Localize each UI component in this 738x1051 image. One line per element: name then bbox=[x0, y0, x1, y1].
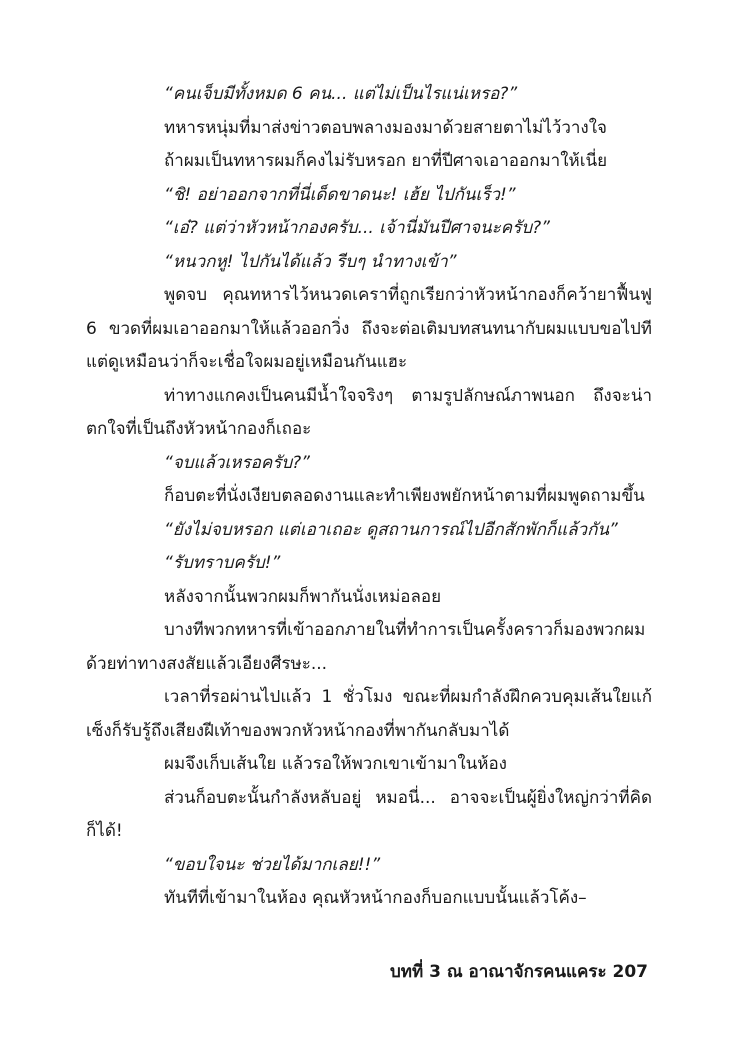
paragraph: ก็อบตะที่นั่งเงียบตลอดงานและทำเพียงพยักหน้าตามที่ผมพูดถามขึ้น bbox=[164, 486, 645, 506]
paragraph: “ยังไม่จบหรอก แต่เอาเถอะ ดูสถานการณ์ไปอีกสักพักก็แล้วกัน” bbox=[164, 519, 618, 540]
paragraph: ทันทีที่เข้ามาในห้อง คุณหัวหน้ากองก็บอกแบบนั้นแล้วโค้ง– bbox=[164, 888, 587, 908]
paragraph: “คนเจ็บมีทั้งหมด 6 คน... แต่ไม่เป็นไรแน่เหรอ?” bbox=[164, 84, 518, 104]
paragraph: ถ้าผมเป็นทหารผมก็คงไม่รับหรอก ยาที่ปีศาจเอาออกมาให้เนี่ย bbox=[164, 151, 608, 171]
page-footer: บทที่ 3 ณ อาณาจักรคนแคระ 207 bbox=[389, 962, 648, 982]
paragraph: “หนวกหู! ไปกันได้แล้ว รีบๆ นำทางเข้า” bbox=[164, 251, 457, 272]
paragraph: เวลาที่รอผ่านไปแล้ว 1 ชั่วโมง ขณะที่ผมกำลังฝึกควบคุมเส้นใยแก้เซ็งก็รับรู้ถึงเสียงฝีเท้าของพวกหัวหน้ากองที่พากันกลับมาได้ bbox=[86, 687, 652, 741]
paragraph: ทหารหนุ่มที่มาส่งข่าวตอบพลางมองมาด้วยสายตาไม่ไว้วางใจ bbox=[164, 117, 607, 138]
paragraph: ส่วนก็อบตะนั้นกำลังหลับอยู่ หมอนี่... อาจจะเป็นผู้ยิ่งใหญ่กว่าที่คิดก็ได้! bbox=[86, 787, 652, 841]
paragraph: “เอ๋? แต่ว่าหัวหน้ากองครับ... เจ้านี่มันปีศาจนะครับ?” bbox=[164, 218, 550, 238]
paragraph: ผมจึงเก็บเส้นใย แล้วรอให้พวกเขาเข้ามาในห้อง bbox=[164, 754, 507, 774]
paragraph: บางทีพวกทหารที่เข้าออกภายในที่ทำการเป็นครั้งคราวก็มองพวกผมด้วยท่าทางสงสัยแล้วเอียงศีรษะ... bbox=[86, 620, 646, 674]
paragraph: “ขอบใจนะ ช่วยได้มากเลย!!” bbox=[164, 854, 381, 875]
paragraph: “รับทราบครับ!” bbox=[164, 553, 281, 573]
paragraph: หลังจากนั้นพวกผมก็พากันนั่งเหม่อลอย bbox=[164, 586, 442, 607]
paragraph: พูดจบ คุณทหารไว้หนวดเคราที่ถูกเรียกว่าหัวหน้ากองก็คว้ายาฟื้นฟู 6 ขวดที่ผมเอาออกมาให้แล้วออกวิ่ง ถึงจะต่อเติมบทสนทนากับผมแบบขอไปที แต่ดูเหมือนว่าก็จะเชื่อใจผมอยู่เหมือนกันแฮะ bbox=[86, 285, 652, 372]
paragraph: “ชิ! อย่าออกจากที่นี่เด็ดขาดนะ! เฮ้ย ไปกันเร็ว!” bbox=[164, 184, 516, 205]
page-body bbox=[86, 78, 652, 916]
paragraph: “จบแล้วเหรอครับ?” bbox=[164, 452, 310, 473]
paragraph: ท่าทางแกคงเป็นคนมีน้ำใจจริงๆ ตามรูปลักษณ์ภาพนอก ถึงจะน่าตกใจที่เป็นถึงหัวหน้ากองก็เถอะ bbox=[86, 385, 652, 439]
